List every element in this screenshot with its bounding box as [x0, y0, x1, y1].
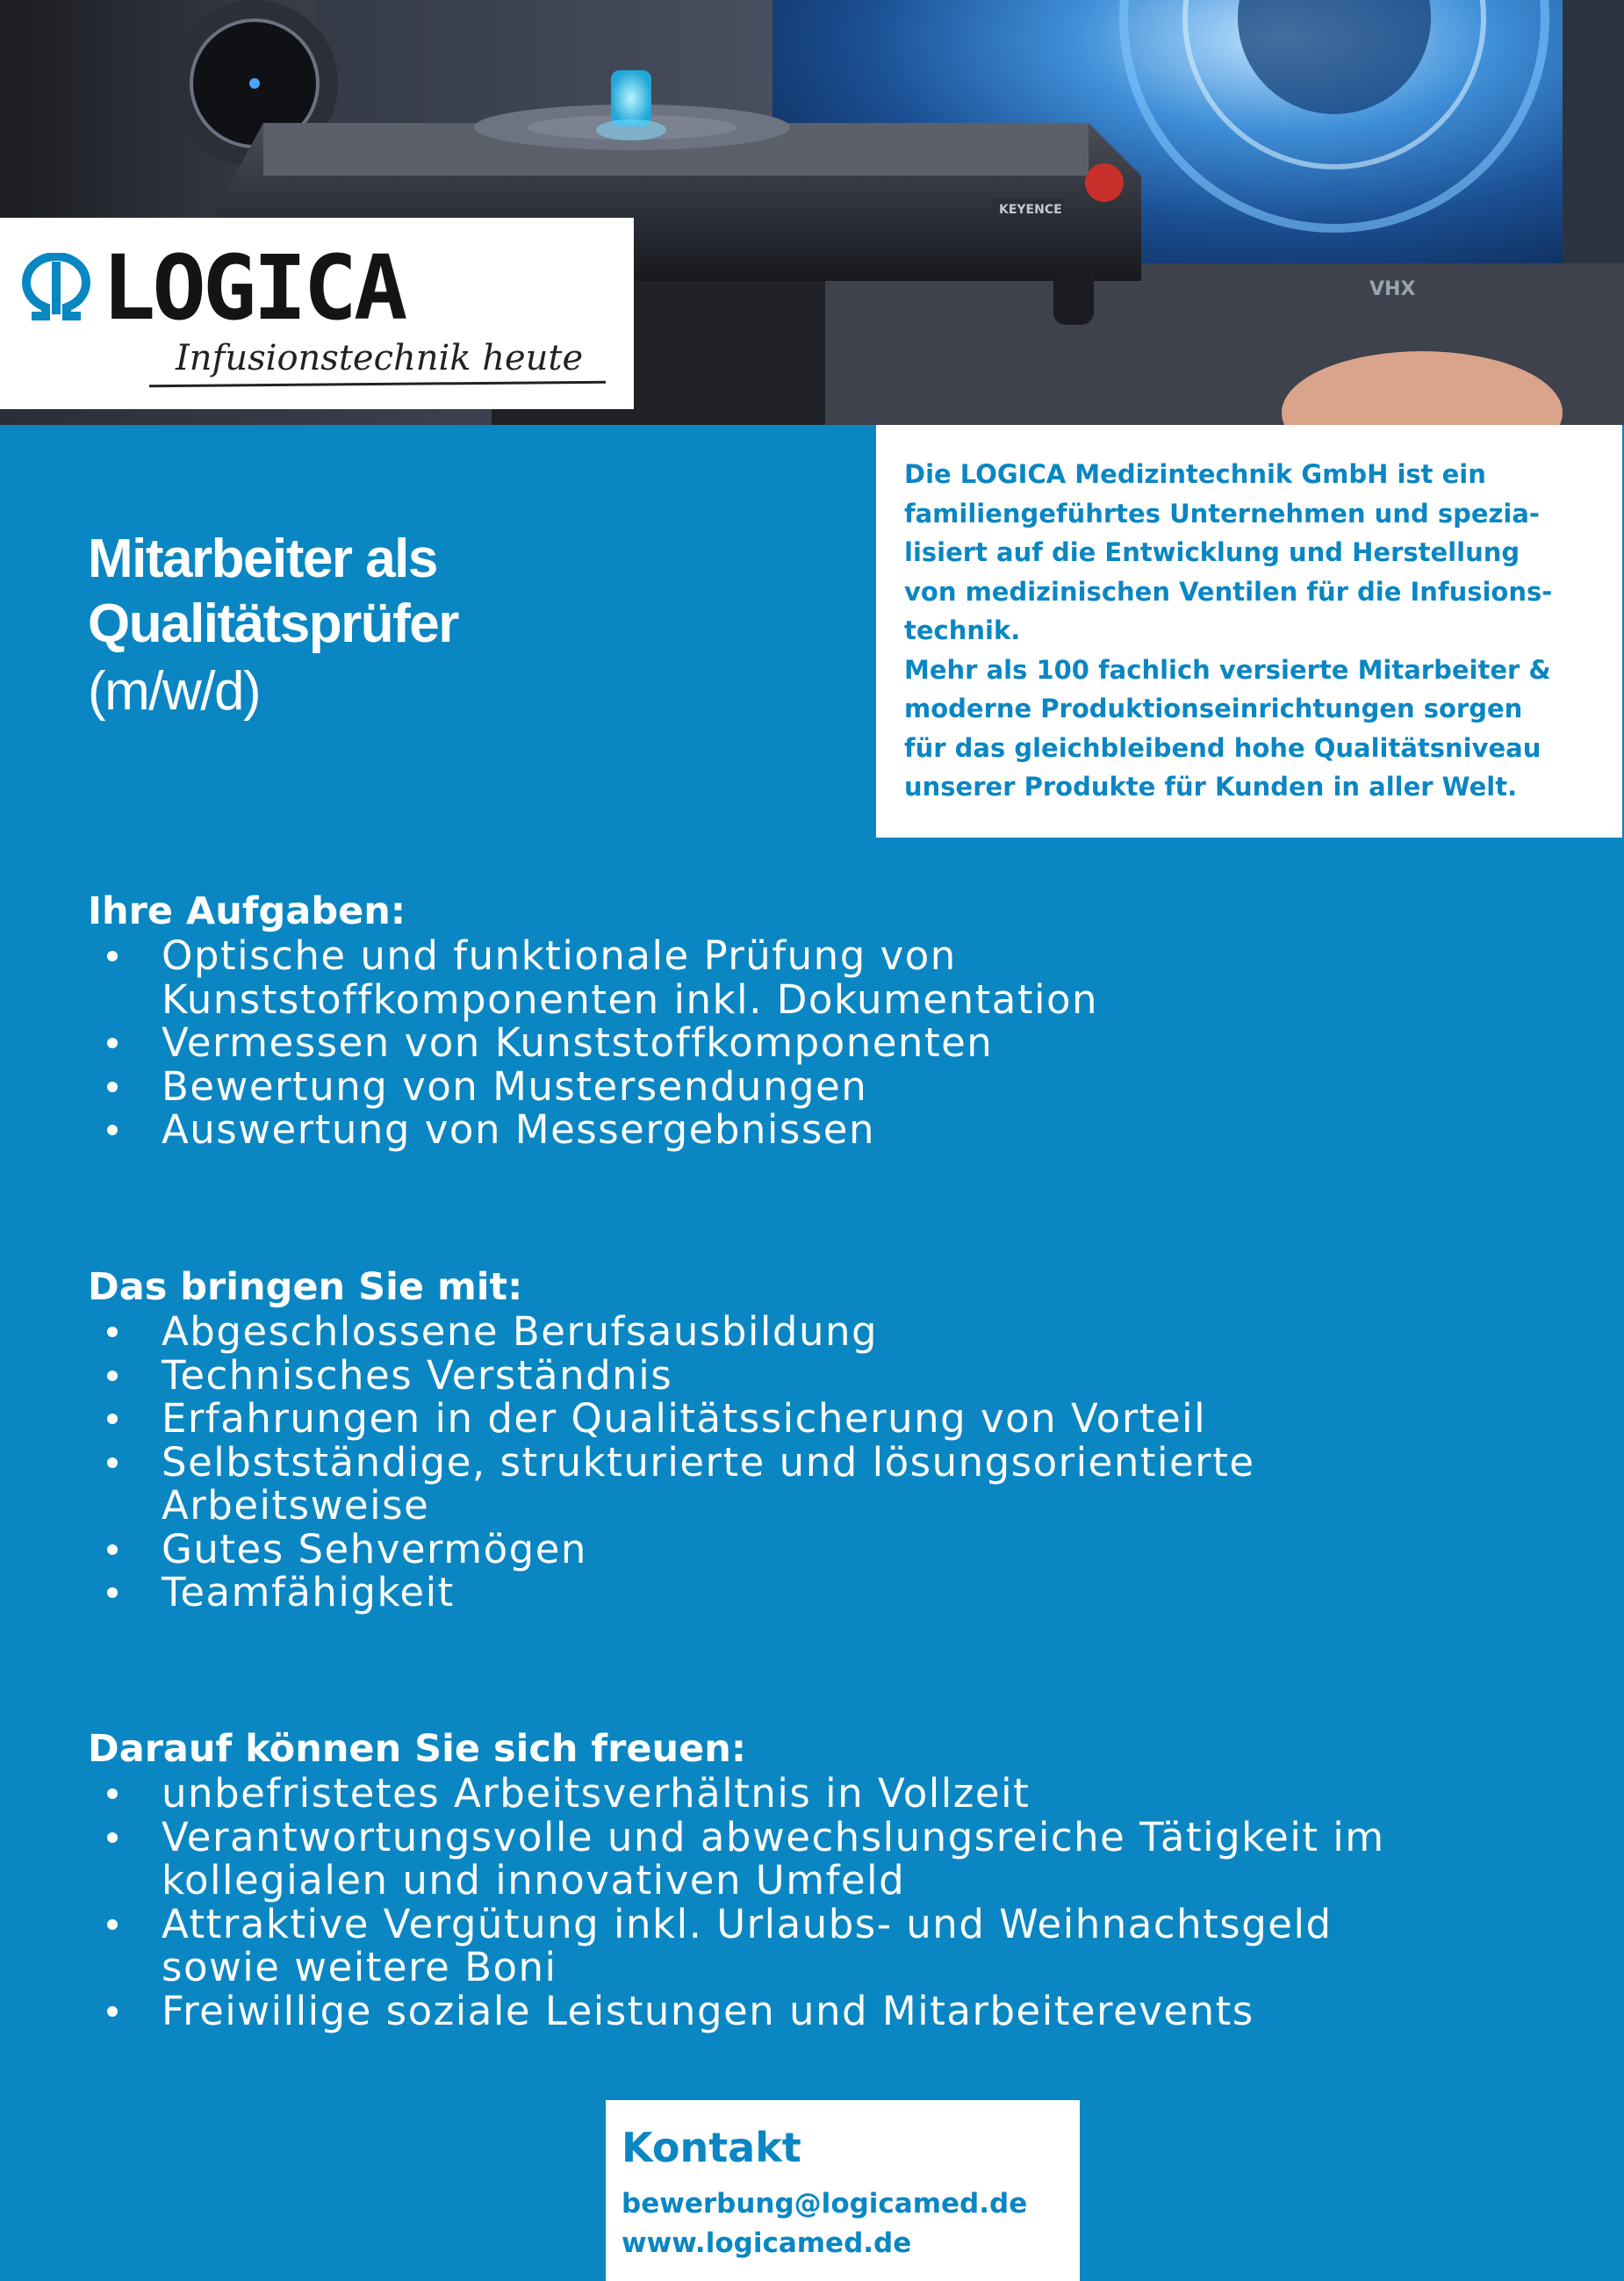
bullet-dot-icon — [107, 1832, 118, 1843]
list-item — [88, 1310, 1580, 1354]
contact-website-link[interactable]: www.logicamed.de — [622, 2227, 912, 2259]
section-heading: Ihre Aufgaben: — [88, 889, 406, 933]
bullet-dot-icon — [107, 1544, 118, 1555]
intro-line: lisiert auf die Entwicklung und Herstellung — [904, 537, 1520, 567]
bullet-dot-icon — [107, 1125, 118, 1135]
list-item — [88, 1772, 1580, 1816]
list-item — [88, 1571, 1580, 1615]
contact-title: Kontakt — [622, 2124, 801, 2171]
list-item — [88, 1397, 1580, 1441]
job-title-line: Qualitätsprüfer — [88, 594, 458, 654]
tagline-underline — [149, 381, 606, 388]
list-item-text: kollegialen und innovativen Umfeld — [162, 1857, 906, 1903]
list-item-text: Auswertung von Messergebnissen — [162, 1106, 876, 1153]
bullet-dot-icon — [107, 1038, 118, 1048]
intro-line: moderne Produktionseinrichtungen sorgen — [904, 694, 1523, 723]
bullet-dot-icon — [107, 2006, 118, 2017]
list-item — [88, 1900, 1580, 1990]
contact-email-link[interactable]: bewerbung@logicamed.de — [622, 2188, 1028, 2220]
list-item-text: unbefristetes Arbeitsverhältnis in Vollzeit — [162, 1770, 1031, 1817]
list-item — [88, 1813, 1580, 1903]
intro-line: unserer Produkte für Kunden in aller Welt. — [904, 772, 1518, 802]
list-item — [88, 1351, 1580, 1399]
list-item — [88, 1987, 1580, 2034]
list-item-text: Selbstständige, strukturierte und lösungsorientierte — [162, 1438, 1255, 1486]
list-item-text: Vermessen von Kunststoffkomponenten — [162, 1019, 994, 1066]
list-item-text: Optische und funktionale Prüfung von — [162, 932, 957, 979]
bullet-dot-icon — [107, 1082, 118, 1092]
intro-line: für das gleichbleibend hohe Qualitätsniveau — [904, 732, 1541, 763]
keyence-label: KEYENCE — [999, 203, 1062, 217]
logo-panel — [0, 218, 634, 409]
logo-wordmark: LOGICA — [102, 236, 405, 341]
bullet-dot-icon — [107, 951, 118, 961]
vhx-label: VHX — [1369, 278, 1416, 300]
intro-line: Mehr als 100 fachlich versierte Mitarbeiter & — [904, 654, 1551, 685]
hero-photo — [0, 0, 1624, 425]
task-list — [88, 934, 1580, 1152]
section-heading: Darauf können Sie sich freuen: — [88, 1727, 747, 1771]
bullet-dot-icon — [107, 1414, 118, 1424]
section-benefits — [88, 1726, 1580, 2033]
company-intro — [876, 425, 1622, 838]
job-title-line: Mitarbeiter als — [88, 529, 437, 589]
list-item — [88, 1062, 1580, 1110]
requirements-list — [88, 1310, 1580, 1615]
benefits-list — [88, 1772, 1580, 2033]
list-item-text: Teamfähigkeit — [162, 1569, 455, 1615]
bullet-dot-icon — [107, 1919, 118, 1930]
list-item — [88, 1525, 1580, 1572]
job-title — [88, 527, 843, 727]
list-item-text: Erfahrungen in der Qualitätssicherung von Vorteil — [162, 1395, 1207, 1442]
intro-line: familiengeführtes Unternehmen und spezia- — [904, 498, 1540, 529]
intro-line: technik. — [904, 615, 1021, 645]
bullet-dot-icon — [107, 1327, 118, 1337]
list-item-text: Verantwortungsvolle und abwechslungsreiche Tätigkeit im — [162, 1813, 1385, 1860]
list-item — [88, 934, 1580, 1021]
list-item-text: Arbeitsweise — [162, 1482, 430, 1529]
intro-line: Die LOGICA Medizintechnik GmbH ist ein — [904, 459, 1486, 489]
list-item-text: Bewertung von Mustersendungen — [162, 1062, 868, 1110]
list-item — [88, 1108, 1580, 1152]
list-item — [88, 1438, 1580, 1529]
logo-tagline: Infusionstechnik heute — [176, 338, 584, 378]
list-item — [88, 1021, 1580, 1065]
job-title-gender: (m/w/d) — [88, 661, 261, 722]
list-item-text: Kunststoffkomponenten inkl. Dokumentation — [162, 975, 1099, 1023]
bullet-dot-icon — [107, 1457, 118, 1468]
contact-panel — [606, 2100, 1080, 2281]
list-item-text: Technisches Verständnis — [162, 1351, 673, 1399]
list-item-text: Abgeschlossene Berufsausbildung — [162, 1308, 879, 1355]
section-aufgaben — [88, 889, 1580, 1152]
list-item-text: Gutes Sehvermögen — [162, 1525, 587, 1572]
section-heading: Das bringen Sie mit: — [88, 1265, 523, 1309]
bullet-dot-icon — [107, 1587, 118, 1598]
list-item-text: Freiwillige soziale Leistungen und Mitarbeiterevents — [162, 1987, 1254, 2034]
bullet-dot-icon — [107, 1371, 118, 1381]
list-item-text: Attraktive Vergütung inkl. Urlaubs- und Weihnachtsgeld — [162, 1900, 1333, 1947]
intro-line: von medizinischen Ventilen für die Infusions- — [904, 576, 1553, 607]
section-requirements — [88, 1264, 1580, 1615]
list-item-text: sowie weitere Boni — [162, 1944, 557, 1990]
bullet-dot-icon — [107, 1788, 118, 1799]
